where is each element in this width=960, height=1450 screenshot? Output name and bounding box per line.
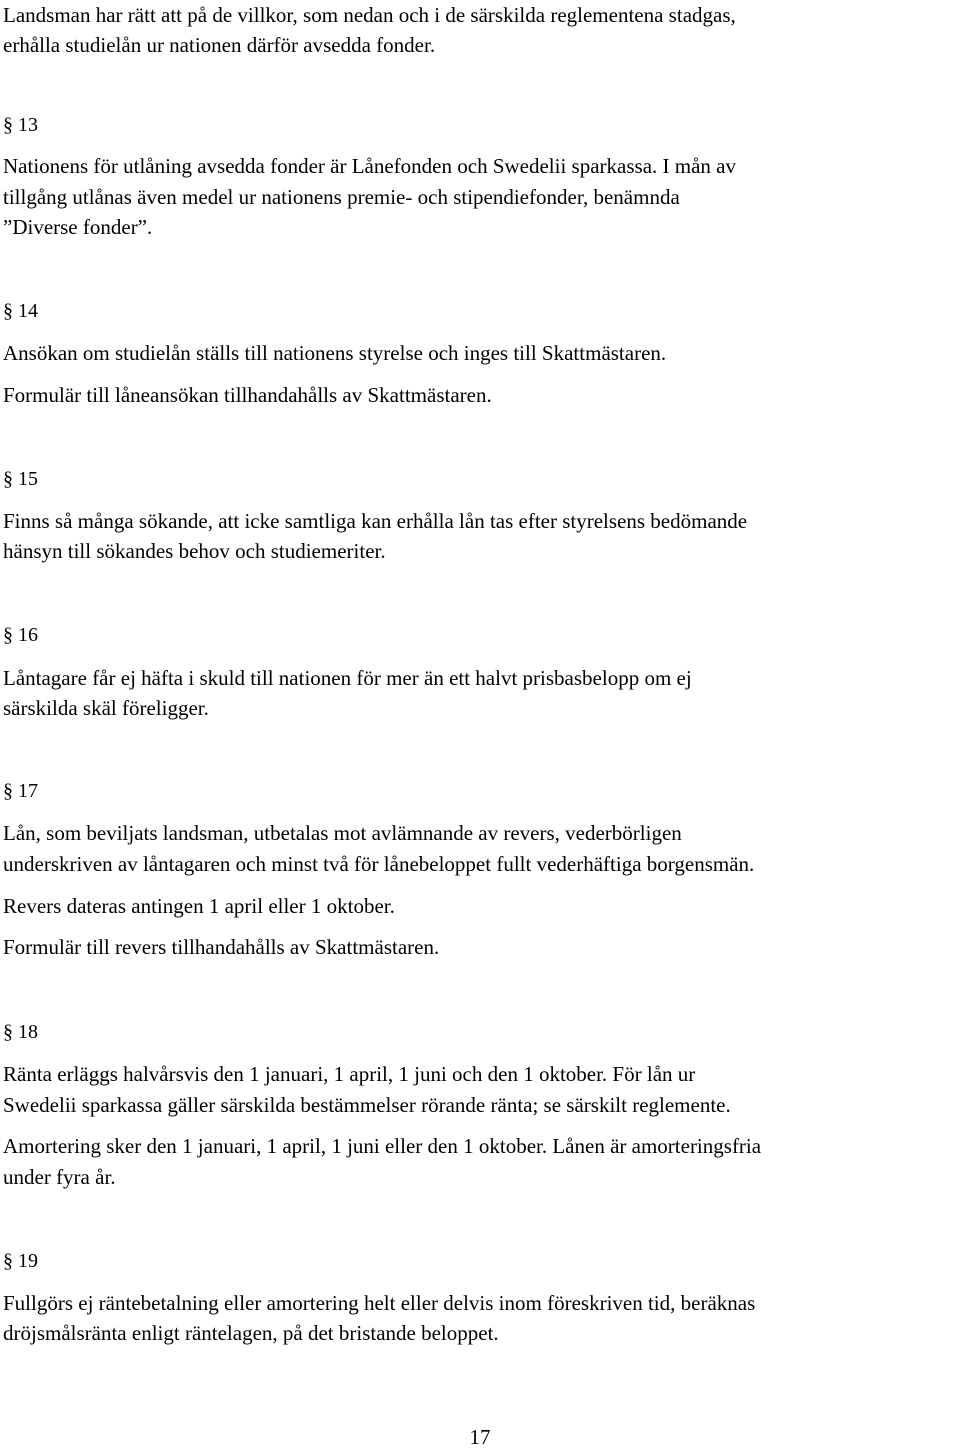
section-13-line-2: tillgång utlånas även medel ur nationens premie- och stipendiefonder, benämnda	[3, 185, 680, 209]
section-17-line-3: Revers dateras antingen 1 april eller 1 oktober.	[3, 894, 395, 918]
section-16-heading: § 16	[3, 624, 38, 646]
section-14-line-2: Formulär till låneansökan tillhandahålls av Skattmästaren.	[3, 383, 492, 407]
section-14-line-1: Ansökan om studielån ställs till nationens styrelse och inges till Skattmästaren.	[3, 341, 667, 365]
section-15-heading: § 15	[3, 468, 38, 490]
intro-line-2: erhålla studielån ur nationen därför avsedda fonder.	[3, 33, 436, 57]
section-19-line-1: Fullgörs ej räntebetalning eller amortering helt eller delvis inom föreskriven tid, beräknas	[3, 1291, 756, 1315]
section-16-line-1: Låntagare får ej häfta i skuld till nationen för mer än ett halvt prisbasbelopp om ej	[3, 666, 692, 690]
section-15-line-1: Finns så många sökande, att icke samtliga kan erhålla lån tas efter styrelsens bedömande	[3, 509, 748, 533]
section-15-line-2: hänsyn till sökandes behov och studiemeriter.	[3, 539, 386, 563]
page-number: 17	[469, 1425, 491, 1449]
section-19-heading: § 19	[3, 1250, 38, 1272]
section-16-line-2: särskilda skäl föreligger.	[3, 696, 209, 720]
section-13-heading: § 13	[3, 114, 38, 136]
section-18-line-1: Ränta erläggs halvårsvis den 1 januari, 1 april, 1 juni och den 1 oktober. För lån ur	[3, 1062, 696, 1086]
section-18-line-4: under fyra år.	[3, 1165, 116, 1189]
section-13-line-3: ”Diverse fonder”.	[3, 215, 153, 239]
intro-line-1: Landsman har rätt att på de villkor, som nedan och i de särskilda reglementena stadgas,	[3, 3, 736, 27]
section-18-line-2: Swedelii sparkassa gäller särskilda bestämmelser rörande ränta; se särskilt reglemente.	[3, 1093, 731, 1117]
section-17-heading: § 17	[3, 780, 38, 802]
section-17-line-4: Formulär till revers tillhandahålls av Skattmästaren.	[3, 935, 440, 959]
section-18-heading: § 18	[3, 1021, 38, 1043]
section-17-line-1: Lån, som beviljats landsman, utbetalas mot avlämnande av revers, vederbörligen	[3, 821, 682, 845]
section-19-line-2: dröjsmålsränta enligt räntelagen, på det bristande beloppet.	[3, 1321, 499, 1345]
section-14-heading: § 14	[3, 300, 38, 322]
section-13-line-1: Nationens för utlåning avsedda fonder är Lånefonden och Swedelii sparkassa. I mån av	[3, 154, 737, 178]
section-18-line-3: Amortering sker den 1 januari, 1 april, 1 juni eller den 1 oktober. Lånen är amorteringsfria	[3, 1134, 762, 1158]
section-17-line-2: underskriven av låntagaren och minst två för lånebeloppet fullt vederhäftiga borgensmän.	[3, 852, 755, 876]
